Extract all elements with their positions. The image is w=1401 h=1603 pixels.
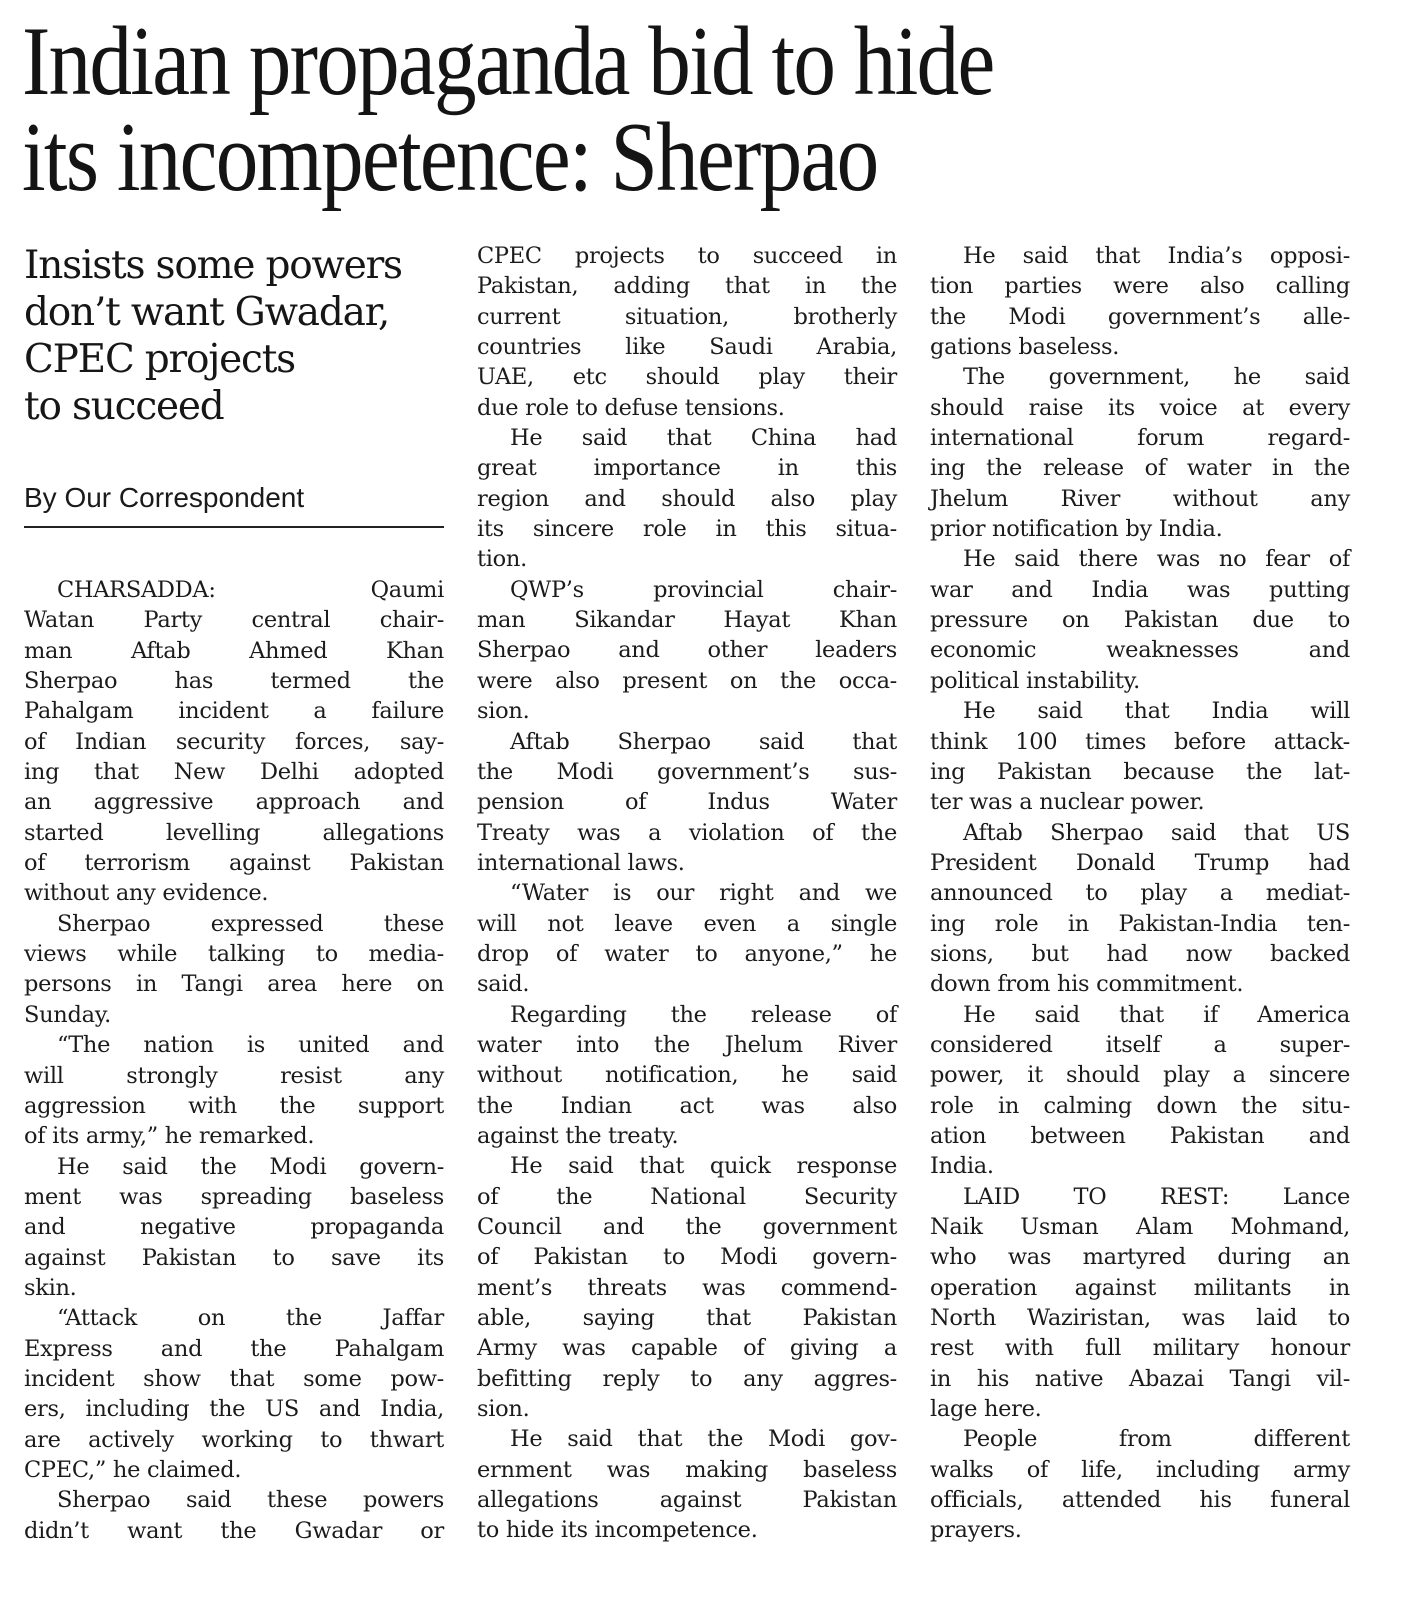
text-line: Sherpao has termed the [24,668,444,695]
text-line: He said the Modi govern- [57,1153,444,1180]
text-line: to hide its incompetence. [477,1517,758,1544]
subheadline [24,242,454,430]
text-line: Army was capable of giving a [477,1335,897,1362]
text-line: He said that India will [963,698,1350,725]
text-line: walks of life, including army [930,1456,1350,1483]
text-line: “Water is our right and we [510,880,897,907]
text-line: of Pakistan to Modi govern- [477,1244,897,1271]
text-line: He said that if America [963,1001,1350,1028]
text-line: ment’s threats was commend- [477,1274,897,1301]
text-line: man Sikandar Hayat Khan [477,607,897,634]
text-line: ing the release of water in the [930,455,1350,482]
text-line: didn’t want the Gwadar or [24,1517,444,1544]
text-line: are actively working to thwart [24,1426,444,1453]
text-line: great importance in this [477,455,897,482]
text-line: skin. [24,1274,77,1301]
text-line: QWP’s provincial chair- [510,576,897,603]
text-line: who was martyred during an [930,1244,1350,1271]
subheadline-line: don’t want Gwadar, [24,290,390,335]
text-line: He said that quick response [510,1153,897,1180]
text-line: drop of water to anyone,” he [477,940,897,967]
text-line: its sincere role in this situa- [477,516,897,543]
byline: By Our Correspondent [24,482,305,513]
text-line: Aftab Sherpao said that [510,728,897,755]
text-line: sions, but had now backed [930,940,1350,967]
text-line: operation against militants in [930,1274,1350,1301]
text-line: CPEC projects to succeed in [477,243,897,269]
text-line: against the treaty. [477,1122,679,1149]
text-line: and negative propaganda [24,1214,444,1241]
text-line: North Waziristan, was laid to [930,1305,1350,1332]
text-line: ing role in Pakistan-India ten- [930,910,1350,937]
text-line: pressure on Pakistan due to [930,607,1350,634]
text-line: tion parties were also calling [930,273,1350,300]
text-line: People from different [963,1426,1350,1453]
text-line: of the National Security [477,1183,897,1210]
text-line: Regarding the release of [510,1001,897,1028]
text-line: Watan Party central chair- [24,607,444,634]
text-line: will not leave even a single [477,910,897,937]
text-line: “The nation is united and [57,1032,444,1059]
text-line: down from his commitment. [930,971,1244,998]
subheadline-line: to succeed [24,384,224,429]
text-line: of terrorism against Pakistan [24,850,444,877]
text-line: were also present on the occa- [477,667,897,694]
text-line: started levelling allegations [24,819,444,846]
text-line: tion. [477,546,527,573]
text-line: announced to play a mediat- [930,880,1350,907]
text-line: international forum regard- [930,425,1350,452]
text-line: Naik Usman Alam Mohmand, [930,1214,1350,1240]
text-line: aggression with the support [24,1092,444,1119]
text-line: Pakistan, adding that in the [477,273,897,300]
text-line: President Donald Trump had [930,849,1350,876]
article-column-1 [24,575,444,1546]
text-line: war and India was putting [930,576,1350,603]
text-line: sion. [477,698,530,725]
text-line: an aggressive approach and [24,789,444,816]
text-line: The government, he said [963,364,1350,391]
text-line: political instability. [930,667,1140,694]
text-line: considered itself a super- [930,1031,1350,1058]
text-line: able, saying that Pakistan [477,1305,897,1332]
text-line: the Modi government’s alle- [930,303,1350,330]
article-column-3 [930,241,1350,1546]
text-line: without notification, he said [477,1062,897,1089]
text-line: said. [477,971,530,998]
text-line: officials, attended his funeral [930,1487,1350,1514]
text-line: will strongly resist any [24,1062,444,1089]
text-line: persons in Tangi area here on [24,971,444,998]
text-line: “Attack on the Jaffar [57,1305,444,1332]
text-line: Sunday. [24,1001,111,1028]
text-line: prior notification by India. [930,516,1223,543]
text-line: Aftab Sherpao said that US [963,819,1350,846]
text-line: region and should also play [477,485,897,512]
text-line: rest with full military honour [930,1335,1350,1362]
text-line: without any evidence. [24,880,269,907]
text-line: ers, including the US and India, [24,1396,444,1423]
text-line: prayers. [930,1517,1022,1544]
text-line: against Pakistan to save its [24,1244,444,1271]
text-line: He said that China had [510,425,897,452]
text-line: Sherpao said these powers [57,1487,444,1514]
byline-divider [24,526,444,528]
text-line: due role to defuse tensions. [477,394,785,421]
text-line: Treaty was a violation of the [477,819,897,846]
text-line: views while talking to media- [24,941,444,968]
text-line: CPEC,” he claimed. [24,1456,242,1483]
text-line: current situation, brotherly [477,303,897,330]
text-line: economic weaknesses and [930,637,1350,664]
text-line: role in calming down the situ- [930,1092,1350,1119]
text-line: pension of Indus Water [477,789,897,816]
text-line: Jhelum River without any [930,485,1350,512]
text-line: ernment was making baseless [477,1456,897,1483]
text-line: He said there was no fear of [963,546,1350,573]
text-line: in his native Abazai Tangi vil- [930,1365,1350,1392]
text-line: Pahalgam incident a failure [24,698,444,725]
text-line: gations baseless. [930,334,1120,361]
headline-line: its incompetence: Sherpao [22,103,878,212]
text-line: the Modi government’s sus- [477,758,897,785]
article-column-2 [477,241,897,1546]
text-line: befitting reply to any aggres- [477,1365,897,1392]
subheadline-line: Insists some powers [24,243,402,288]
text-line: should raise its voice at every [930,394,1350,421]
text-line: lage here. [930,1396,1042,1423]
text-line: allegations against Pakistan [477,1487,897,1514]
text-line: ation between Pakistan and [930,1122,1350,1149]
text-line: think 100 times before attack- [930,728,1350,755]
text-line: international laws. [477,849,685,876]
text-line: LAID TO REST: Lance [963,1183,1350,1210]
text-line: countries like Saudi Arabia, [477,334,897,361]
text-line: CHARSADDA: Qaumi [57,577,444,603]
text-line: man Aftab Ahmed Khan [24,637,444,664]
text-line: the Indian act was also [477,1092,897,1119]
text-line: incident show that some pow- [24,1365,444,1392]
subheadline-line: CPEC projects [24,337,295,382]
text-line: sion. [477,1396,530,1423]
headline [22,7,1200,212]
text-line: of Indian security forces, say- [24,728,444,755]
text-line: ment was spreading baseless [24,1183,444,1210]
text-line: Express and the Pahalgam [24,1335,444,1362]
text-line: Sherpao expressed these [57,910,444,937]
text-line: India. [930,1153,994,1180]
text-line: water into the Jhelum River [477,1031,897,1058]
text-line: Sherpao and other leaders [477,637,897,664]
headline-line: Indian propaganda bid to hide [22,7,994,116]
text-line: power, it should play a sincere [930,1062,1350,1089]
text-line: ing that New Delhi adopted [24,759,444,786]
text-line: UAE, etc should play their [477,364,897,391]
text-line: of its army,” he remarked. [24,1123,315,1150]
text-line: ter was a nuclear power. [930,789,1205,816]
text-line: He said that India’s opposi- [963,243,1350,269]
text-line: ing Pakistan because the lat- [930,758,1350,785]
text-line: He said that the Modi gov- [510,1426,897,1453]
text-line: Council and the government [477,1214,897,1240]
